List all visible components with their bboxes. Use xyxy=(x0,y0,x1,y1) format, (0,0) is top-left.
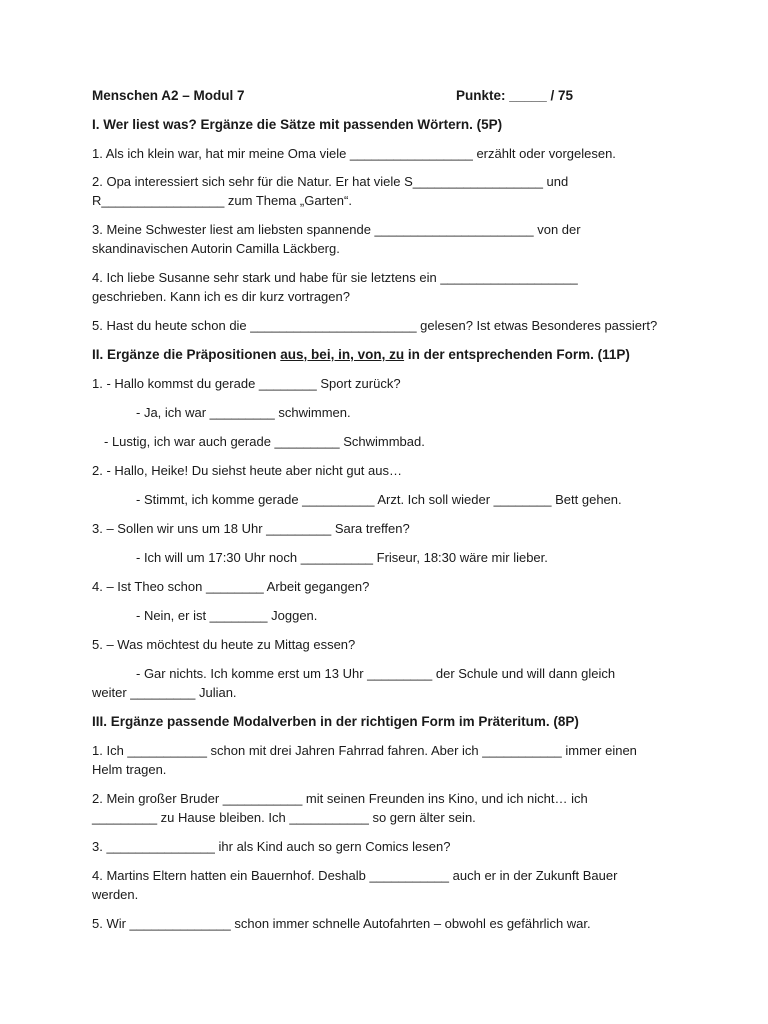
exercise-3-4b: werden. xyxy=(92,887,139,902)
exercise-3-2b: _________ zu Hause bleiben. Ich ___________ so gern älter sein. xyxy=(92,810,476,825)
exercise-1-3a: 3. Meine Schwester liest am liebsten spannende ______________________ von der xyxy=(92,222,581,237)
exercise-2-2: 2. - Hallo, Heike! Du siehst heute aber nicht gut aus… xyxy=(92,463,402,478)
exercise-2-4-reply: - Nein, er ist ________ Joggen. xyxy=(136,608,318,623)
exercise-1-5: 5. Hast du heute schon die _______________________ gelesen? Ist etwas Besonderes passiert? xyxy=(92,318,658,333)
exercise-2-1: 1. - Hallo kommst du gerade ________ Sport zurück? xyxy=(92,376,401,391)
exercise-1-4b: geschrieben. Kann ich es dir kurz vortragen? xyxy=(92,289,350,304)
section-2-heading xyxy=(92,345,630,364)
exercise-3-2a: 2. Mein großer Bruder ___________ mit seinen Freunden ins Kino, und ich nicht… ich xyxy=(92,791,588,806)
exercise-2-1-reply-b: - Lustig, ich war auch gerade _________ Schwimmbad. xyxy=(104,434,425,449)
exercise-3-1a: 1. Ich ___________ schon mit drei Jahren Fahrrad fahren. Aber ich ___________ immer einen xyxy=(92,743,637,758)
exercise-3-1b: Helm tragen. xyxy=(92,762,167,777)
section-2-prepositions: aus, bei, in, von, zu xyxy=(280,347,405,362)
exercise-2-5: 5. – Was möchtest du heute zu Mittag essen? xyxy=(92,637,356,652)
exercise-1-3b: skandinavischen Autorin Camilla Läckberg. xyxy=(92,241,340,256)
points-field: Punkte: _____ / 75 xyxy=(456,88,574,103)
exercise-2-5-reply-b: weiter _________ Julian. xyxy=(92,685,237,700)
worksheet-title: Menschen A2 – Modul 7 xyxy=(92,88,245,103)
exercise-3-3: 3. _______________ ihr als Kind auch so gern Comics lesen? xyxy=(92,839,451,854)
section-3-heading: III. Ergänze passende Modalverben in der richtigen Form im Präteritum. (8P) xyxy=(92,714,579,729)
exercise-1-2b: R_________________ zum Thema „Garten“. xyxy=(92,193,352,208)
exercise-2-1-reply-a: - Ja, ich war _________ schwimmen. xyxy=(136,405,351,420)
exercise-1-1: 1. Als ich klein war, hat mir meine Oma viele _________________ erzählt oder vorgelesen. xyxy=(92,146,616,161)
exercise-2-4: 4. – Ist Theo schon ________ Arbeit gegangen? xyxy=(92,579,370,594)
exercise-3-4a: 4. Martins Eltern hatten ein Bauernhof. Deshalb ___________ auch er in der Zukunft Bauer xyxy=(92,868,618,883)
exercise-2-3: 3. – Sollen wir uns um 18 Uhr _________ Sara treffen? xyxy=(92,521,410,536)
exercise-1-2a: 2. Opa interessiert sich sehr für die Natur. Er hat viele S__________________ und xyxy=(92,174,569,189)
exercise-2-5-reply-a: - Gar nichts. Ich komme erst um 13 Uhr _________ der Schule und will dann gleich xyxy=(136,666,616,681)
exercise-1-4a: 4. Ich liebe Susanne sehr stark und habe für sie letztens ein ___________________ xyxy=(92,270,578,285)
section-1-heading: I. Wer liest was? Ergänze die Sätze mit passenden Wörtern. (5P) xyxy=(92,117,503,132)
section-2-heading-pre: II. Ergänze die Präpositionen xyxy=(92,347,281,362)
exercise-2-3-reply: - Ich will um 17:30 Uhr noch __________ Friseur, 18:30 wäre mir lieber. xyxy=(136,550,548,565)
section-2-heading-post: in der entsprechenden Form. (11P) xyxy=(404,347,630,362)
exercise-2-2-reply: - Stimmt, ich komme gerade __________ Arzt. Ich soll wieder ________ Bett gehen. xyxy=(136,492,622,507)
exercise-3-5: 5. Wir ______________ schon immer schnelle Autofahrten – obwohl es gefährlich war. xyxy=(92,916,591,931)
